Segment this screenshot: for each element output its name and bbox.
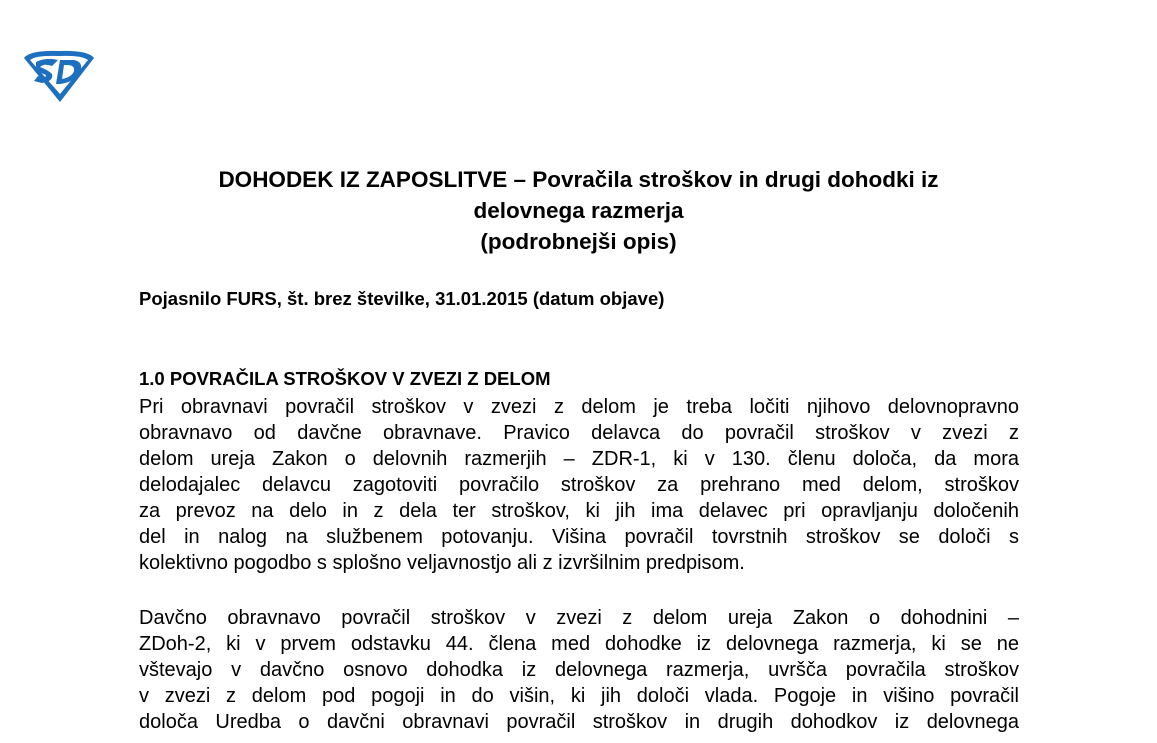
paragraph-2 <box>139 605 1019 735</box>
paragraph-line: ZDoh-2, ki v prvem odstavku 44. člena med dohodke iz delovnega razmerja, ki se ne <box>139 633 1019 655</box>
sd-logo <box>22 48 96 104</box>
logo-text: SD <box>22 48 24 49</box>
paragraph-line: Davčno obravnavo povračil stroškov v zvezi z delom ureja Zakon o dohodnini – <box>139 607 1019 629</box>
title-line-1: DOHODEK IZ ZAPOSLITVE – Povračila stroškov in drugi dohodki iz <box>218 167 939 192</box>
sd-logo-shield-icon <box>22 48 96 104</box>
paragraph-line: delodajalec delavcu zagotoviti povračilo stroškov za prehrano med delom, stroškov <box>139 474 1019 496</box>
paragraph-line: določa Uredba o davčni obravnavi povračil stroškov in drugih dohodkov iz delovnega <box>139 711 1019 733</box>
document-title <box>100 164 1057 257</box>
title-line-3: (podrobnejši opis) <box>480 229 677 254</box>
paragraph-line: v zvezi z delom pod pogoji in do višin, ki jih določi vlada. Pogoje in višino povračil <box>139 685 1019 707</box>
paragraph-line: za prevoz na delo in z dela ter stroškov, ki jih ima delavec pri opravljanju določenih <box>139 500 1019 522</box>
title-line-2: delovnega razmerja <box>473 198 684 223</box>
section-heading: 1.0 POVRAČILA STROŠKOV V ZVEZI Z DELOM <box>139 368 551 389</box>
document-subtitle: Pojasnilo FURS, št. brez številke, 31.01.2015 (datum objave) <box>139 288 665 309</box>
paragraph-line: obravnavo od davčne obravnave. Pravico delavca do povračil stroškov v zvezi z <box>139 422 1019 444</box>
paragraph-line: Pri obravnavi povračil stroškov v zvezi z delom je treba ločiti njihovo delovnopravno <box>139 396 1019 418</box>
paragraph-line: del in nalog na službenem potovanju. Višina povračil tovrstnih stroškov se določi s <box>139 526 1019 548</box>
paragraph-line: kolektivno pogodbo s splošno veljavnostjo ali z izvršilnim predpisom. <box>139 552 745 574</box>
paragraph-line: delom ureja Zakon o delovnih razmerjih – ZDR-1, ki v 130. členu določa, da mora <box>139 448 1019 470</box>
paragraph-1 <box>139 394 1019 576</box>
paragraph-line: vštevajo v davčno osnovo dohodka iz delovnega razmerja, uvršča povračila stroškov <box>139 659 1019 681</box>
